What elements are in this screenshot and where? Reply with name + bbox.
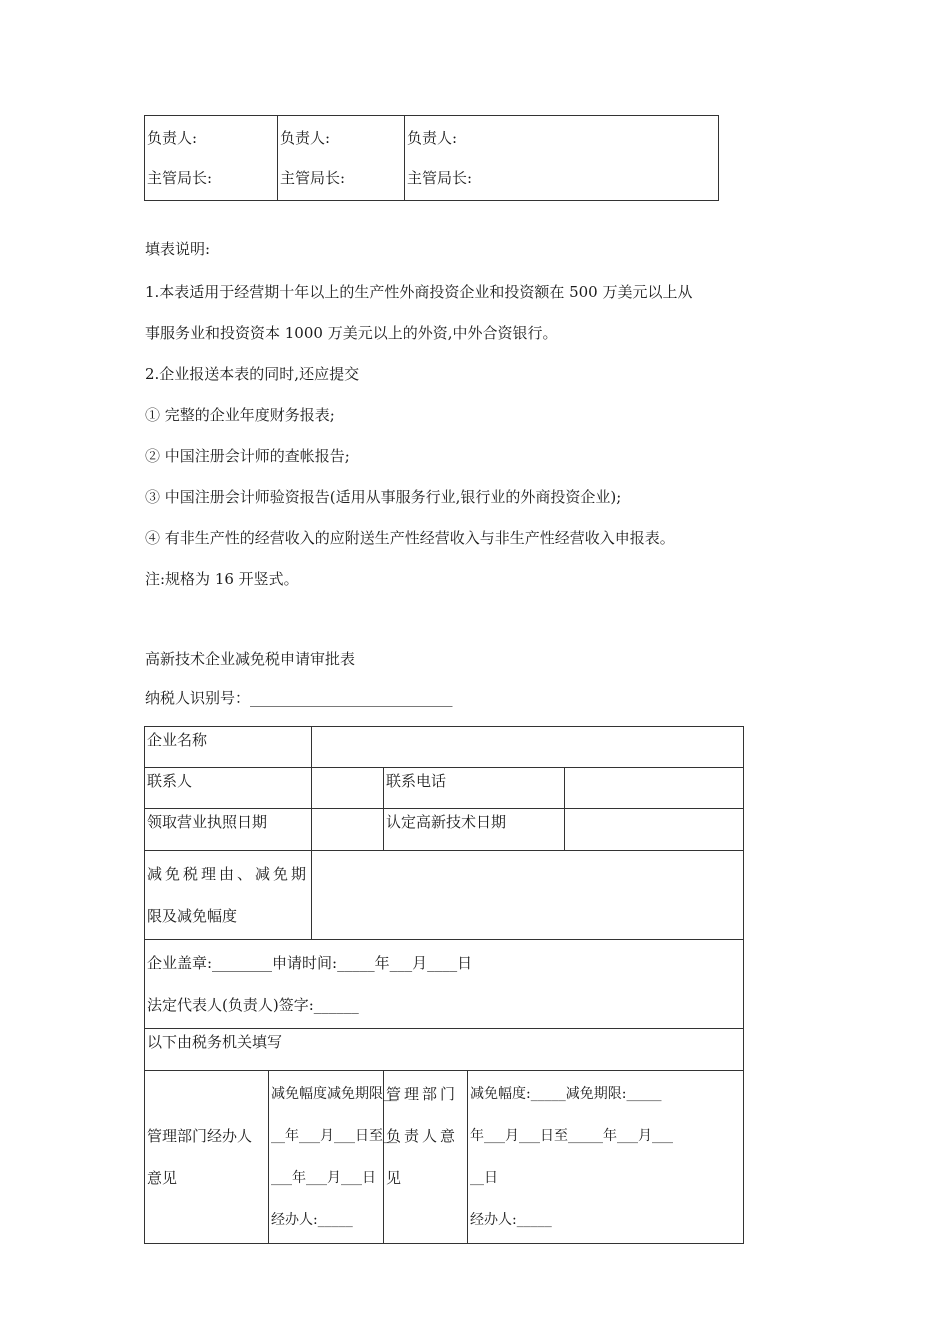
mgmt-reduce-line-4: 经办人:_____ <box>271 1212 353 1228</box>
license-date-label-cell <box>145 809 312 851</box>
responsible-label: 负责人: <box>280 129 331 147</box>
instructions-heading: 填表说明: <box>145 240 211 258</box>
mgmt-reduce-line-3: ___年___月___日 <box>271 1170 376 1186</box>
contact-label: 联系人 <box>147 772 193 790</box>
head-reduce-cell[interactable] <box>468 1071 744 1244</box>
hightech-date-field[interactable] <box>565 809 744 851</box>
head-reduce-line-3: __日 <box>470 1170 499 1186</box>
phone-label-cell <box>384 768 565 809</box>
reason-label-line-2: 限及减免幅度 <box>147 907 238 925</box>
signature-table <box>144 115 719 201</box>
hightech-date-label-cell <box>384 809 565 851</box>
head-reduce-line-4: 经办人:_____ <box>470 1212 552 1228</box>
mgmt-head-label-cell <box>384 1071 468 1244</box>
reason-label-cell <box>145 851 312 940</box>
seal-cell <box>145 940 744 1029</box>
responsible-label: 负责人: <box>407 129 458 147</box>
director-label: 主管局长: <box>280 169 346 187</box>
seal-line: 企业盖章:________申请时间:_____年___月____日 <box>147 954 473 972</box>
company-name-label-cell <box>145 727 312 768</box>
license-date-field[interactable] <box>312 809 384 851</box>
mgmt-reduce-line-2: __年___月___日至__ <box>271 1128 397 1144</box>
mgmt-head-line-2: 负责人意 <box>386 1127 459 1145</box>
signature-cell-1 <box>145 116 278 201</box>
director-label: 主管局长: <box>147 169 213 187</box>
legal-rep-line: 法定代表人(负责人)签字:______ <box>147 996 359 1014</box>
mgmt-opinion-label-cell <box>145 1071 269 1244</box>
instruction-note: 注:规格为 16 开竖式。 <box>145 570 299 588</box>
instruction-sub-1: ① 完整的企业年度财务报表; <box>145 406 335 424</box>
instruction-sub-3: ③ 中国注册会计师验资报告(适用从事服务行业,银行业的外商投资企业); <box>145 488 622 506</box>
license-date-label: 领取营业执照日期 <box>147 813 268 831</box>
company-name-field[interactable] <box>312 727 744 768</box>
phone-label: 联系电话 <box>386 772 447 790</box>
tax-office-label: 以下由税务机关填写 <box>147 1033 283 1051</box>
instruction-item-1-line-1: 1.本表适用于经营期十年以上的生产性外商投资企业和投资额在 500 万美元以上从 <box>145 283 693 301</box>
mgmt-head-line-3: 见 <box>386 1169 402 1187</box>
phone-field[interactable] <box>565 768 744 809</box>
reason-field[interactable] <box>312 851 744 940</box>
hightech-date-label: 认定高新技术日期 <box>386 813 507 831</box>
mgmt-head-line-1: 管理部门 <box>386 1085 459 1103</box>
mgmt-opinion-line-1: 管理部门经办人 <box>147 1127 253 1145</box>
taxpayer-id-line: 纳税人识别号：___________________________ <box>145 689 453 707</box>
head-reduce-line-1: 减免幅度:_____减免期限:_____ <box>470 1086 662 1102</box>
mgmt-opinion-line-2: 意见 <box>147 1169 178 1187</box>
mgmt-reduce-line-1: 减免幅度减免期限__ <box>271 1086 397 1102</box>
signature-cell-3 <box>405 116 719 201</box>
form-title: 高新技术企业减免税申请审批表 <box>145 650 356 668</box>
director-label: 主管局长: <box>407 169 473 187</box>
application-form-table <box>144 726 744 1244</box>
reason-label-line-1: 减免税理由、减免期 <box>147 865 310 883</box>
head-reduce-line-2: 年___月___日至_____年___月___ <box>470 1128 674 1144</box>
contact-field[interactable] <box>312 768 384 809</box>
signature-cell-2 <box>278 116 405 201</box>
mgmt-reduce-cell[interactable] <box>269 1071 397 1244</box>
contact-label-cell <box>145 768 312 809</box>
instruction-sub-2: ② 中国注册会计师的查帐报告; <box>145 447 350 465</box>
instruction-sub-4: ④ 有非生产性的经营收入的应附送生产性经营收入与非生产性经营收入申报表。 <box>145 529 675 547</box>
company-name-label: 企业名称 <box>147 731 208 749</box>
instruction-item-1-line-2: 事服务业和投资资本 1000 万美元以上的外资,中外合资银行。 <box>145 324 558 342</box>
instruction-item-2: 2.企业报送本表的同时,还应提交 <box>145 365 360 383</box>
tax-office-header-cell <box>145 1029 744 1071</box>
responsible-label: 负责人: <box>147 129 198 147</box>
